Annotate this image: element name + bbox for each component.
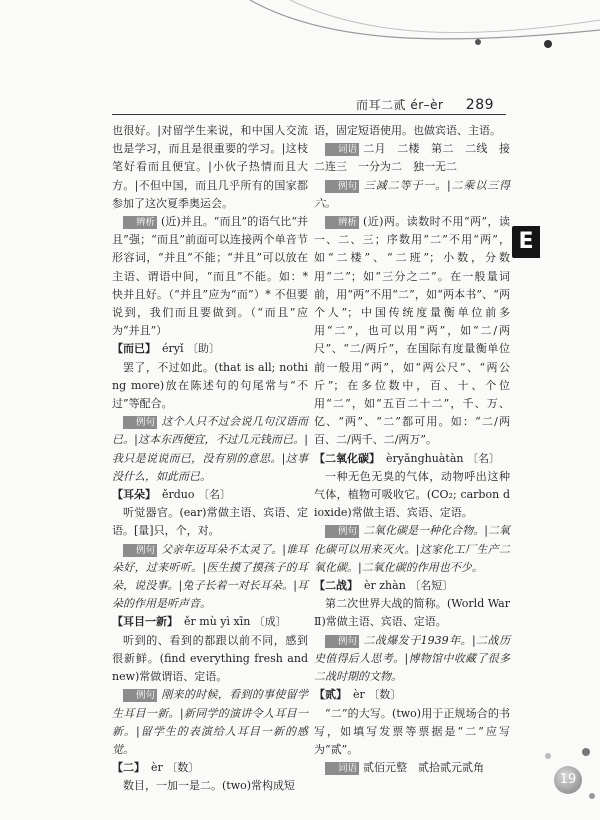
definition bbox=[112, 777, 308, 795]
usage-tag: 辨析 bbox=[325, 216, 359, 229]
usage-content: 二氧化碳是一种化合物。|二氧化碳可以用来灭火。|这家化工厂生产二氧化碳。|二氧化碳的作用也不少。 bbox=[314, 524, 510, 574]
usage-content: 父亲年迈耳朵不太灵了。|谁耳朵好，过来听听。|医生摸了摸孩子的耳朵，说没事。|兔子长着一对长耳朵。|耳朵的作用是听声音。 bbox=[112, 542, 308, 611]
headword: 【而已】 bbox=[112, 342, 156, 356]
usage-content: 这个人只不过会说几句汉语而已。|这本东西便宜，不过几元钱而已。|我只是说说而已，没有别的意思。|这事没什么，如此而已。 bbox=[112, 415, 308, 483]
usage-content: 三减二等于一。|二乘以三得六。 bbox=[314, 178, 510, 210]
entry-usage bbox=[314, 759, 510, 777]
letter-tab: E bbox=[512, 226, 540, 258]
header-title: 而耳二贰 ér–èr bbox=[356, 98, 444, 112]
right-column bbox=[314, 122, 510, 777]
entry-head bbox=[112, 486, 308, 504]
usage-tag: 词语 bbox=[325, 762, 359, 775]
pinyin-pos: èryǎnghuàtàn 〔名〕 bbox=[386, 451, 500, 465]
usage-tag: 例句 bbox=[325, 525, 359, 538]
entry-usage bbox=[314, 522, 510, 577]
usage-tag: 辨析 bbox=[123, 216, 157, 229]
definition bbox=[314, 705, 510, 760]
entry-usage bbox=[112, 413, 308, 486]
headword: 【二战】 bbox=[314, 579, 358, 593]
entry-text-content: 也很好。|对留学生来说，和中国人交流也是学习，而且是很重要的学习。|这枝笔好看而且便宜。|小伙子热情而且大方。|不但中国，而且几乎所有的国家都参加了这次夏季奥运会。 bbox=[112, 124, 308, 210]
pinyin-pos: èr 〔数〕 bbox=[151, 761, 200, 775]
page-header bbox=[356, 96, 494, 113]
headword: 【耳朵】 bbox=[112, 488, 156, 502]
definition bbox=[314, 595, 510, 631]
usage-tag: 词语 bbox=[325, 143, 359, 156]
headword: 【二】 bbox=[112, 761, 145, 775]
definition-text: 罢了，不过如此。(that is all; nothing more)放在陈述句的句尾常与“不过”等配合。 bbox=[112, 360, 308, 411]
headword: 【耳目一新】 bbox=[112, 615, 178, 629]
header-rule bbox=[112, 114, 506, 115]
header-page-number: 289 bbox=[465, 97, 495, 113]
entry-usage bbox=[314, 140, 510, 176]
headword: 【贰】 bbox=[314, 688, 347, 702]
left-column bbox=[112, 122, 308, 796]
usage-tag: 例句 bbox=[123, 689, 157, 702]
pinyin-pos: ěr mù yì xīn 〔成〕 bbox=[184, 615, 287, 629]
pinyin-pos: éryǐ 〔助〕 bbox=[162, 342, 220, 356]
pinyin-pos: ěrduo 〔名〕 bbox=[162, 488, 232, 502]
definition-text: 听觉器官。(ear)常做主语、宾语、定语。[量]只，个，对。 bbox=[112, 506, 308, 538]
entry-usage bbox=[314, 213, 510, 450]
usage-content: 二战爆发于1939年。|二战历史值得后人思考。|博物馆中收藏了很多二战时期的文物。 bbox=[314, 633, 510, 684]
entry-usage bbox=[314, 632, 510, 687]
entry-usage bbox=[314, 177, 510, 213]
entry-head bbox=[314, 577, 510, 595]
usage-content: (近)两。读数时不用“两”，读一、二、三；序数用“二”不用“两”，如“二楼”、“二班”；小数，分数用“二”；如“三分之二”。在一般量词前，用“两”不用“二”，如“两本书”、“两个人”；中国传统度量衡单位前多用“二”，也可以用“两”，如“二/两尺”、“二/两斤”，在国际有度量衡单位前一般用“两”，如“两公尺”、“两公斤”；在多位数中，百、十、个位用“二”，如“五百二十二”，千、万、亿、“两”、“二”都可用。如：“二/两百、二/两千、二/两万”。 bbox=[314, 215, 510, 447]
usage-content: 二月 二楼 第二 二线 接二连三 一分为二 独一无二 bbox=[314, 142, 510, 174]
usage-content: 刚来的时候，看到的事使留学生耳目一新。|新同学的演讲令人耳目一新。|留学生的表演给人耳目一新的感觉。 bbox=[112, 688, 308, 756]
entry-usage bbox=[112, 213, 308, 340]
entry-usage bbox=[112, 541, 308, 614]
entry-text bbox=[314, 122, 510, 140]
usage-tag: 例句 bbox=[325, 635, 359, 648]
definition-text: 听到的、看到的都跟以前不同，感到很新鲜。(find everything fresh and new)常做谓语、定语。 bbox=[112, 633, 308, 684]
definition-text: 数目，一加一是二。(two)常构成短 bbox=[123, 779, 296, 793]
definition bbox=[314, 468, 510, 523]
pinyin-pos: èr 〔数〕 bbox=[353, 688, 402, 702]
entry-usage bbox=[112, 686, 308, 759]
definition-text: 第二次世界大战的简称。(World War Ⅱ)常做主语、宾语、定语。 bbox=[314, 597, 510, 629]
entry-head bbox=[112, 340, 308, 358]
entry-head bbox=[314, 686, 510, 704]
entry-head bbox=[314, 450, 510, 468]
definition-text: 一种无色无臭的气体，动物呼出这种气体，植物可吸收它。(CO₂; carbon dioxide)常做主语、宾语、定语。 bbox=[314, 469, 510, 520]
usage-tag: 例句 bbox=[325, 180, 359, 193]
definition bbox=[112, 359, 308, 414]
entry-text bbox=[112, 122, 308, 213]
entry-head bbox=[112, 613, 308, 631]
entry-head bbox=[112, 759, 308, 777]
definition bbox=[112, 632, 308, 687]
pinyin-pos: èr zhàn 〔名短〕 bbox=[364, 579, 454, 593]
definition-text: “二”的大写。(two)用于正规场合的书写，如填写发票等票据是“二”应写为“贰”。 bbox=[314, 706, 510, 756]
usage-tag: 例句 bbox=[123, 416, 157, 429]
entry-text-content: 语，固定短语使用。也做宾语、主语。 bbox=[314, 124, 501, 137]
headword: 【二氧化碳】 bbox=[314, 451, 380, 465]
usage-tag: 例句 bbox=[123, 544, 157, 557]
usage-content: (近)并且。“而且”的语气比“并且”强；“而且”前面可以连接两个单音节形容词，“并且”不能；“并且”可以放在主语、谓语中间，“而且”不能。如：* 快并且好。（“并且”应为“而”）* 不但要说到，我们而且要做到。（“而且”应为“并且”） bbox=[112, 215, 308, 338]
footer-page-badge: 19 bbox=[554, 766, 582, 794]
definition bbox=[112, 504, 308, 540]
decorative-curve bbox=[0, 0, 600, 70]
usage-content: 贰佰元整 贰拾贰元贰角 bbox=[363, 761, 485, 775]
